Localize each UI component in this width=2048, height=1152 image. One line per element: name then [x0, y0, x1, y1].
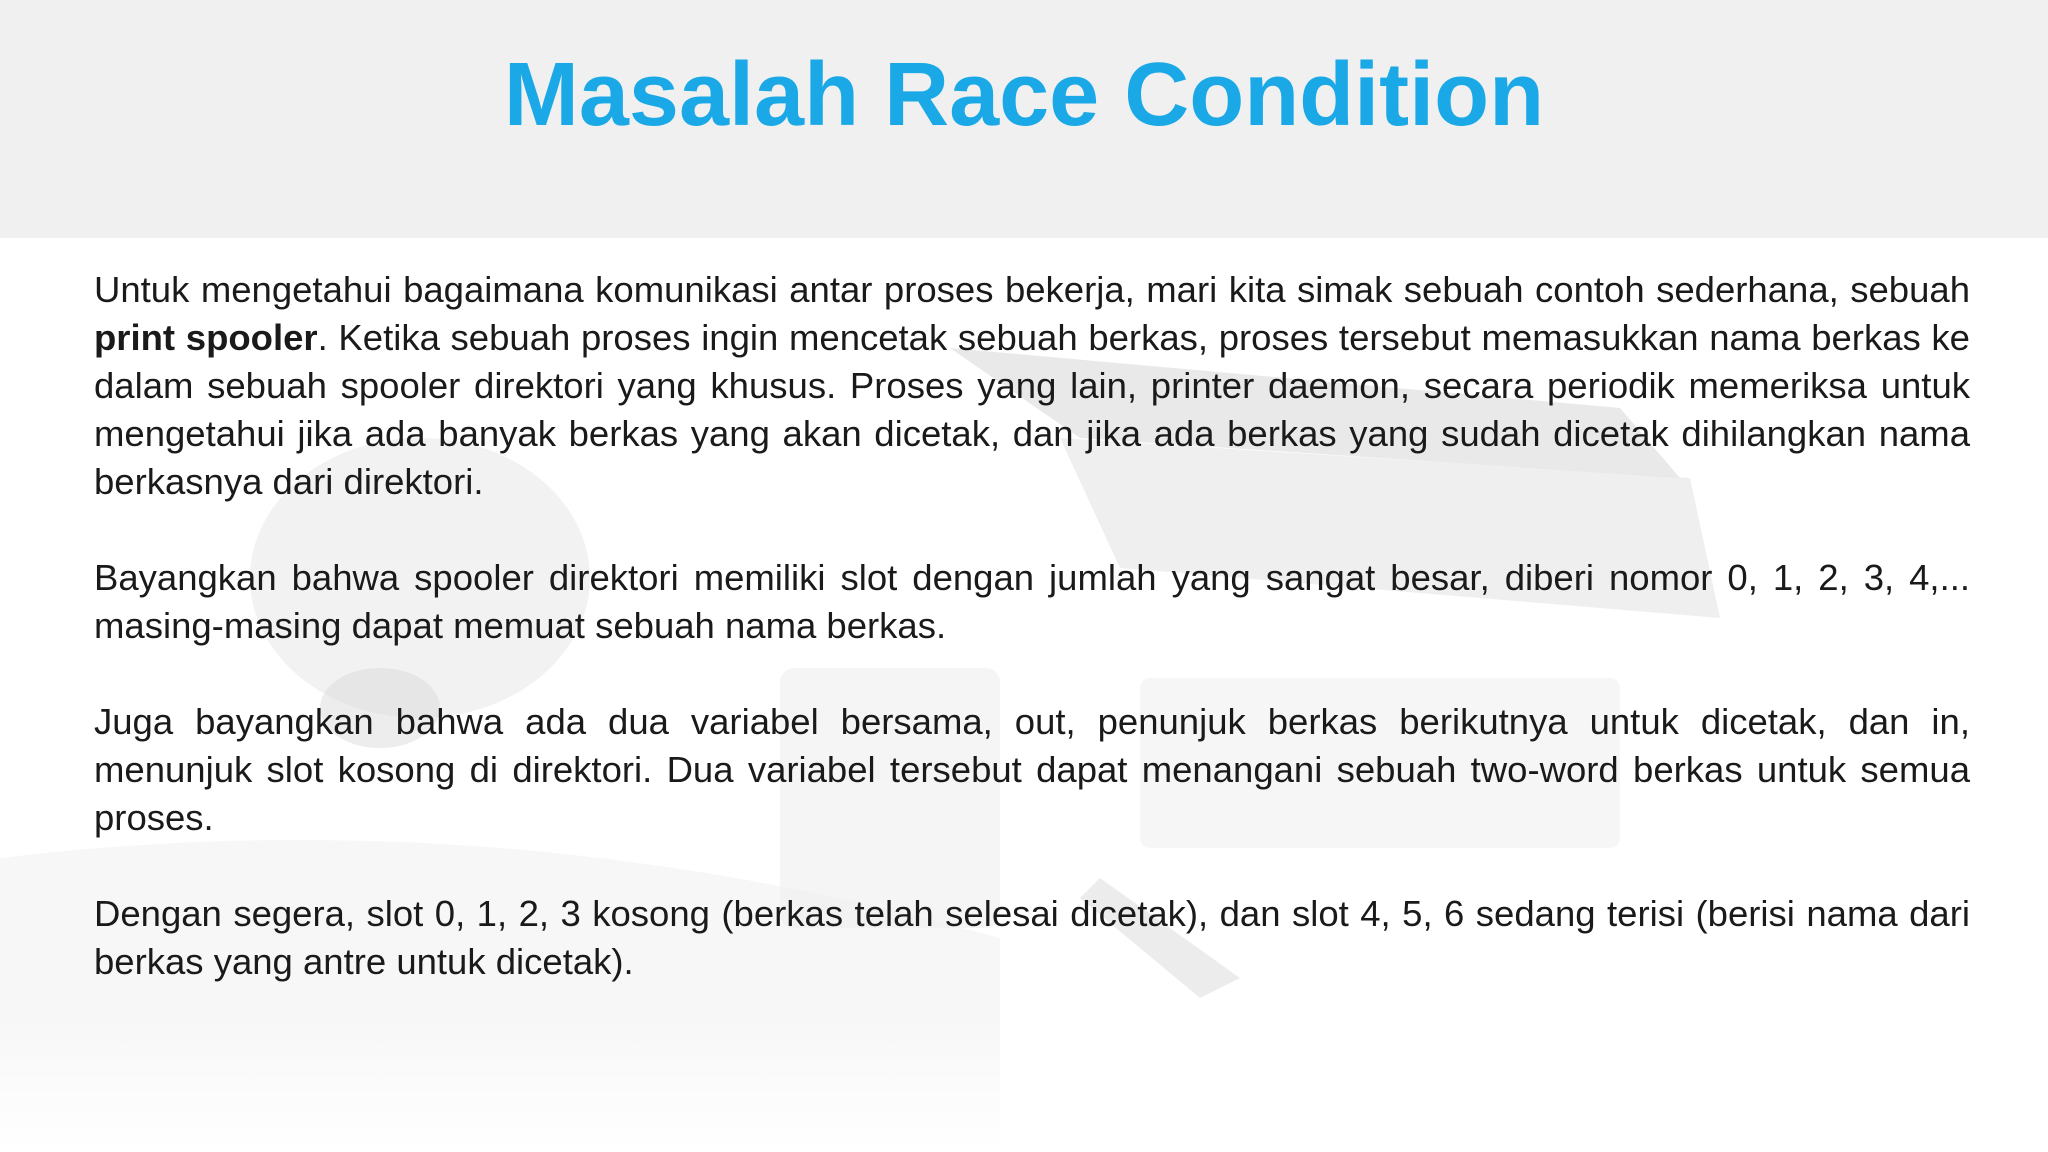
paragraph-shared-variables: Juga bayangkan bahwa ada dua variabel bersama, out, penunjuk berkas berikutnya untuk dicetak, dan in, menunjuk slot kosong di direktori. Dua variabel tersebut dapat menangani sebuah two-word berkas untuk semua proses. — [94, 701, 1970, 838]
paragraph-1-text: Untuk mengetahui bagaimana komunikasi antar proses bekerja, mari kita simak sebuah contoh sederhana, sebuah — [94, 269, 1970, 310]
paragraph-slot-status: Dengan segera, slot 0, 1, 2, 3 kosong (berkas telah selesai dicetak), dan slot 4, 5, 6 sedang terisi (berisi nama dari berkas yang antre untuk dicetak). — [94, 893, 1970, 982]
paragraph-1-text-cont: . Ketika sebuah proses ingin mencetak sebuah berkas, proses tersebut memasukkan nama berkas ke dalam sebuah spooler direktori yang khusus. Proses yang lain, printer daemon, secara periodik memeriksa untuk mengetahui jika ada banyak berkas yang akan dicetak, dan jika ada berkas yang sudah dicetak dihilangkan nama berkasnya dari direktori. — [94, 317, 1970, 502]
paragraph-spooler-slots: Bayangkan bahwa spooler direktori memiliki slot dengan jumlah yang sangat besar, diberi nomor 0, 1, 2, 3, 4,... masing-masing dapat memuat sebuah nama berkas. — [94, 557, 1970, 646]
slide-title: Masalah Race Condition — [503, 45, 1545, 145]
paragraph-1-bold-term: print spooler — [94, 317, 318, 358]
slide-body — [94, 266, 1970, 1034]
paragraph-print-spooler — [94, 266, 1970, 506]
